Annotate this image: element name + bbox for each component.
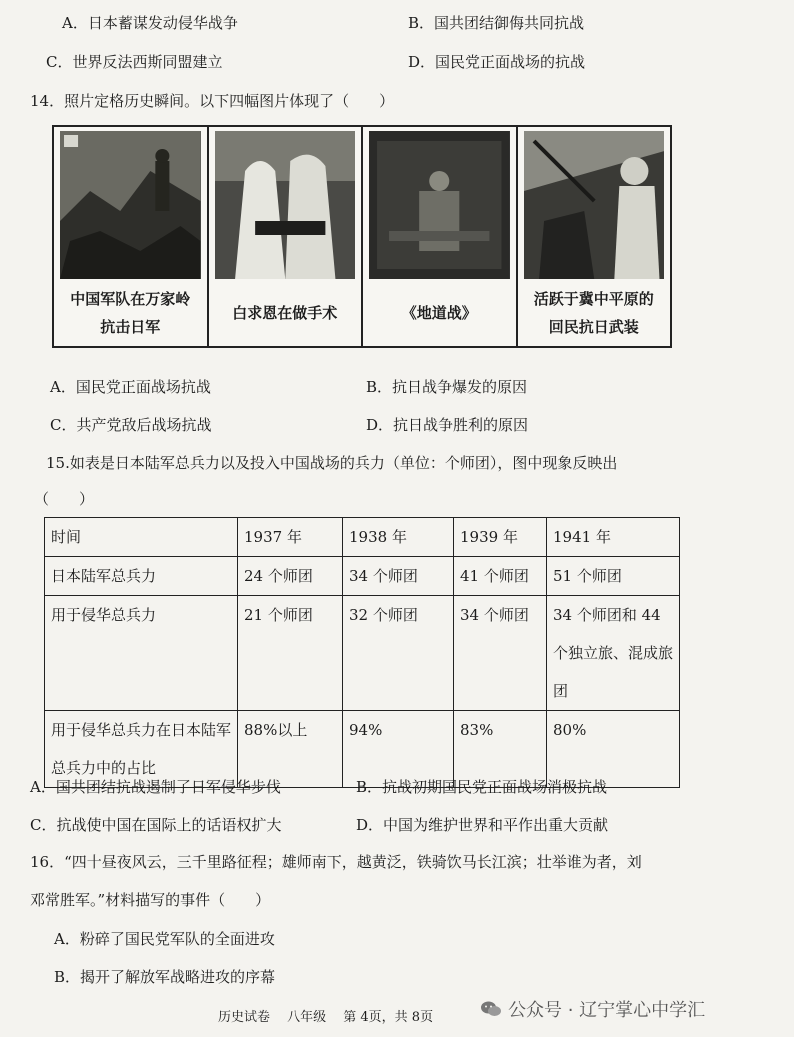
table-cell: 41 个师团 [454, 557, 547, 596]
q15-option-b: B．抗战初期国民党正面战场消极抗战 [356, 778, 608, 796]
table-cell: 34 个师团和 44 个独立旅、混成旅团 [547, 596, 680, 711]
q13-option-d: D．国民党正面战场的抗战 [408, 53, 586, 71]
photo-image-3 [369, 131, 510, 279]
photo-image-2 [215, 131, 356, 279]
table-cell: 32 个师团 [343, 596, 454, 711]
q16-option-a: A．粉碎了国民党军队的全面进攻 [54, 930, 275, 948]
table-header-cell: 1941 年 [547, 518, 680, 557]
q16-stem-line2: 邓常胜军。”材料描写的事件（ ） [30, 891, 271, 909]
q15-option-a: A．国共团结抗战遏制了日军侵华步伐 [30, 778, 281, 796]
q15-stem: 15.如表是日本陆军总兵力以及投入中国战场的兵力（单位：个师团），图中现象反映出 [46, 454, 618, 472]
table-cell: 51 个师团 [547, 557, 680, 596]
q15-option-c: C．抗战使中国在国际上的话语权扩大 [30, 816, 282, 834]
table-row [45, 596, 680, 711]
table-cell: 34 个师团 [454, 596, 547, 711]
q16-option-b: B．揭开了解放军战略进攻的序幕 [54, 968, 276, 986]
photo-panel-2 [209, 127, 364, 346]
photo-strip [52, 125, 672, 348]
q14-stem: 14．照片定格历史瞬间。以下四幅图片体现了（ ） [30, 92, 395, 110]
q14-option-c: C．共产党敌后战场抗战 [50, 416, 212, 434]
photo-panel-1 [54, 127, 209, 346]
table-cell: 34 个师团 [343, 557, 454, 596]
table-cell: 用于侵华总兵力在日本陆军总兵力中的占比 [45, 711, 238, 788]
q15-option-d: D．中国为维护世界和平作出重大贡献 [356, 816, 609, 834]
table-header-cell: 时间 [45, 518, 238, 557]
photo-caption-3: 《地道战》 [401, 303, 477, 322]
table-cell: 日本陆军总兵力 [45, 557, 238, 596]
table-cell: 80% [547, 711, 680, 788]
q16-stem-line1: 16．“四十昼夜风云，三千里路征程；雄师南下，越黄泛，铁骑饮马长江滨；壮举谁为者，刘 [30, 853, 642, 871]
photo-panel-4 [518, 127, 671, 346]
photo-panel-3 [363, 127, 518, 346]
watermark-text: 公众号 · 辽宁掌心中学汇 [508, 1000, 706, 1021]
table-header-cell: 1939 年 [454, 518, 547, 557]
table-cell: 83% [454, 711, 547, 788]
photo-caption-2: 白求恩在做手术 [232, 303, 338, 322]
table-cell: 24 个师团 [238, 557, 343, 596]
table-cell: 94% [343, 711, 454, 788]
photo-image-1 [60, 131, 201, 279]
page-footer: 历史试卷 八年级 第 4页，共 8页 [218, 1010, 434, 1025]
photo-caption-1: 中国军队在万家岭 抗击日军 [70, 289, 191, 336]
table-row [45, 557, 680, 596]
q14-option-b: B．抗日战争爆发的原因 [366, 378, 528, 396]
q14-option-a: A．国民党正面战场抗战 [50, 378, 211, 396]
table-cell: 21 个师团 [238, 596, 343, 711]
wechat-icon [480, 1000, 502, 1018]
q15-answer-paren: （ ） [34, 490, 95, 508]
table-cell: 88%以上 [238, 711, 343, 788]
q14-option-d: D．抗日战争胜利的原因 [366, 416, 529, 434]
table-header-cell: 1937 年 [238, 518, 343, 557]
q13-option-a: A．日本蓄谋发动侵华战争 [62, 14, 238, 32]
table-header-cell: 1938 年 [343, 518, 454, 557]
photo-caption-4: 活跃于冀中平原的 回民抗日武装 [533, 289, 654, 336]
table-header-row [45, 518, 680, 557]
table-cell: 用于侵华总兵力 [45, 596, 238, 711]
photo-image-4 [524, 131, 665, 279]
q13-option-b: B．国共团结御侮共同抗战 [408, 14, 585, 32]
troop-table [44, 517, 680, 788]
q13-option-c: C．世界反法西斯同盟建立 [46, 53, 223, 71]
watermark [480, 996, 705, 1022]
